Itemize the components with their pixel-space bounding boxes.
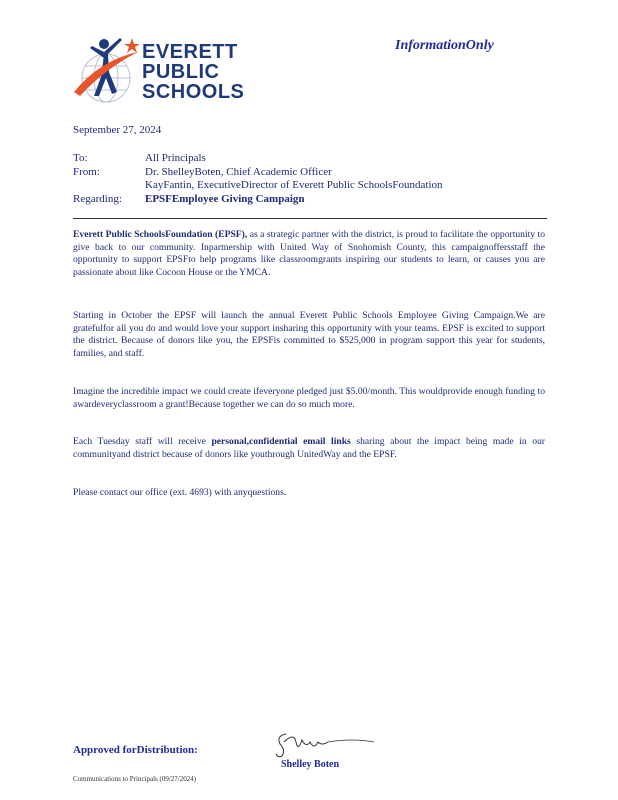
- from-label: From:: [73, 166, 100, 178]
- information-only-label: InformationOnly: [395, 38, 494, 53]
- logo-wordmark: [142, 42, 244, 102]
- paragraph-4-post: sharing about the impact being made in our communityand district because of donors like youthrough UnitedWay and the EPSF.: [73, 436, 545, 460]
- signer-name: Shelley Boten: [281, 759, 340, 770]
- from-value-1: Dr. ShelleyBoten, Chief Academic Officer: [145, 166, 332, 178]
- paragraph-1-lead: Everett Public SchoolsFoundation (EPSF),: [73, 229, 248, 240]
- paragraph-4-bold: personal,confidential email links: [211, 436, 351, 447]
- document-footer: Communications to Principals (09/27/2024): [73, 775, 197, 783]
- from-value-2: KayFantin, ExecutiveDirector of Everett Public SchoolsFoundation: [145, 179, 443, 191]
- paragraph-1-text: as a strategic partner with the district, is proud to facilitate the opportunity to give back to our community. Inpartnership with United Way of Snohomish County, this campaignoffersstaff the opportunity to support EPSFto help programs like classroomgrants inspiring our students to learn, or causes you are passionate about like Cocoon House or the YMCA.: [73, 229, 545, 278]
- logo-line-1: EVERETT: [142, 41, 238, 63]
- paragraph-3: Imagine the incredible impact we could create ifeveryone pledged just $5.00/month. This wouldprovide enough funding to awardeveryclassroom a grant!Because together we can do so much more.: [73, 386, 545, 410]
- logo-emblem-icon: [70, 34, 142, 110]
- logo-line-2: PUBLIC: [142, 61, 220, 83]
- paragraph-4: [73, 436, 545, 461]
- district-logo: [70, 34, 260, 110]
- approved-for-distribution: Approved forDistribution:: [73, 744, 198, 756]
- regarding-value: EPSFEmployee Giving Campaign: [145, 193, 305, 205]
- logo-line-3: SCHOOLS: [142, 81, 245, 103]
- paragraph-4-pre: Each Tuesday staff will receive: [73, 436, 212, 447]
- regarding-label: Regarding:: [73, 193, 122, 205]
- to-label: To:: [73, 152, 88, 164]
- paragraph-1: [73, 229, 545, 279]
- signature-icon: [272, 728, 382, 758]
- to-value: All Principals: [145, 152, 206, 164]
- paragraph-5: Please contact our office (ext. 4693) with anyquestions.: [73, 487, 287, 498]
- header-divider: [73, 218, 547, 219]
- memo-date: September 27, 2024: [73, 124, 162, 136]
- paragraph-2: Starting in October the EPSF will launch the annual Everett Public Schools Employee Giving Campaign.We are gratefulfor all you do and would love your support insharing this opportunity with your teams. EPSF is excited to support the district. Because of donors like you, the EPSFis committed to $525,000 in program support this year for students, families, and staff.: [73, 310, 545, 359]
